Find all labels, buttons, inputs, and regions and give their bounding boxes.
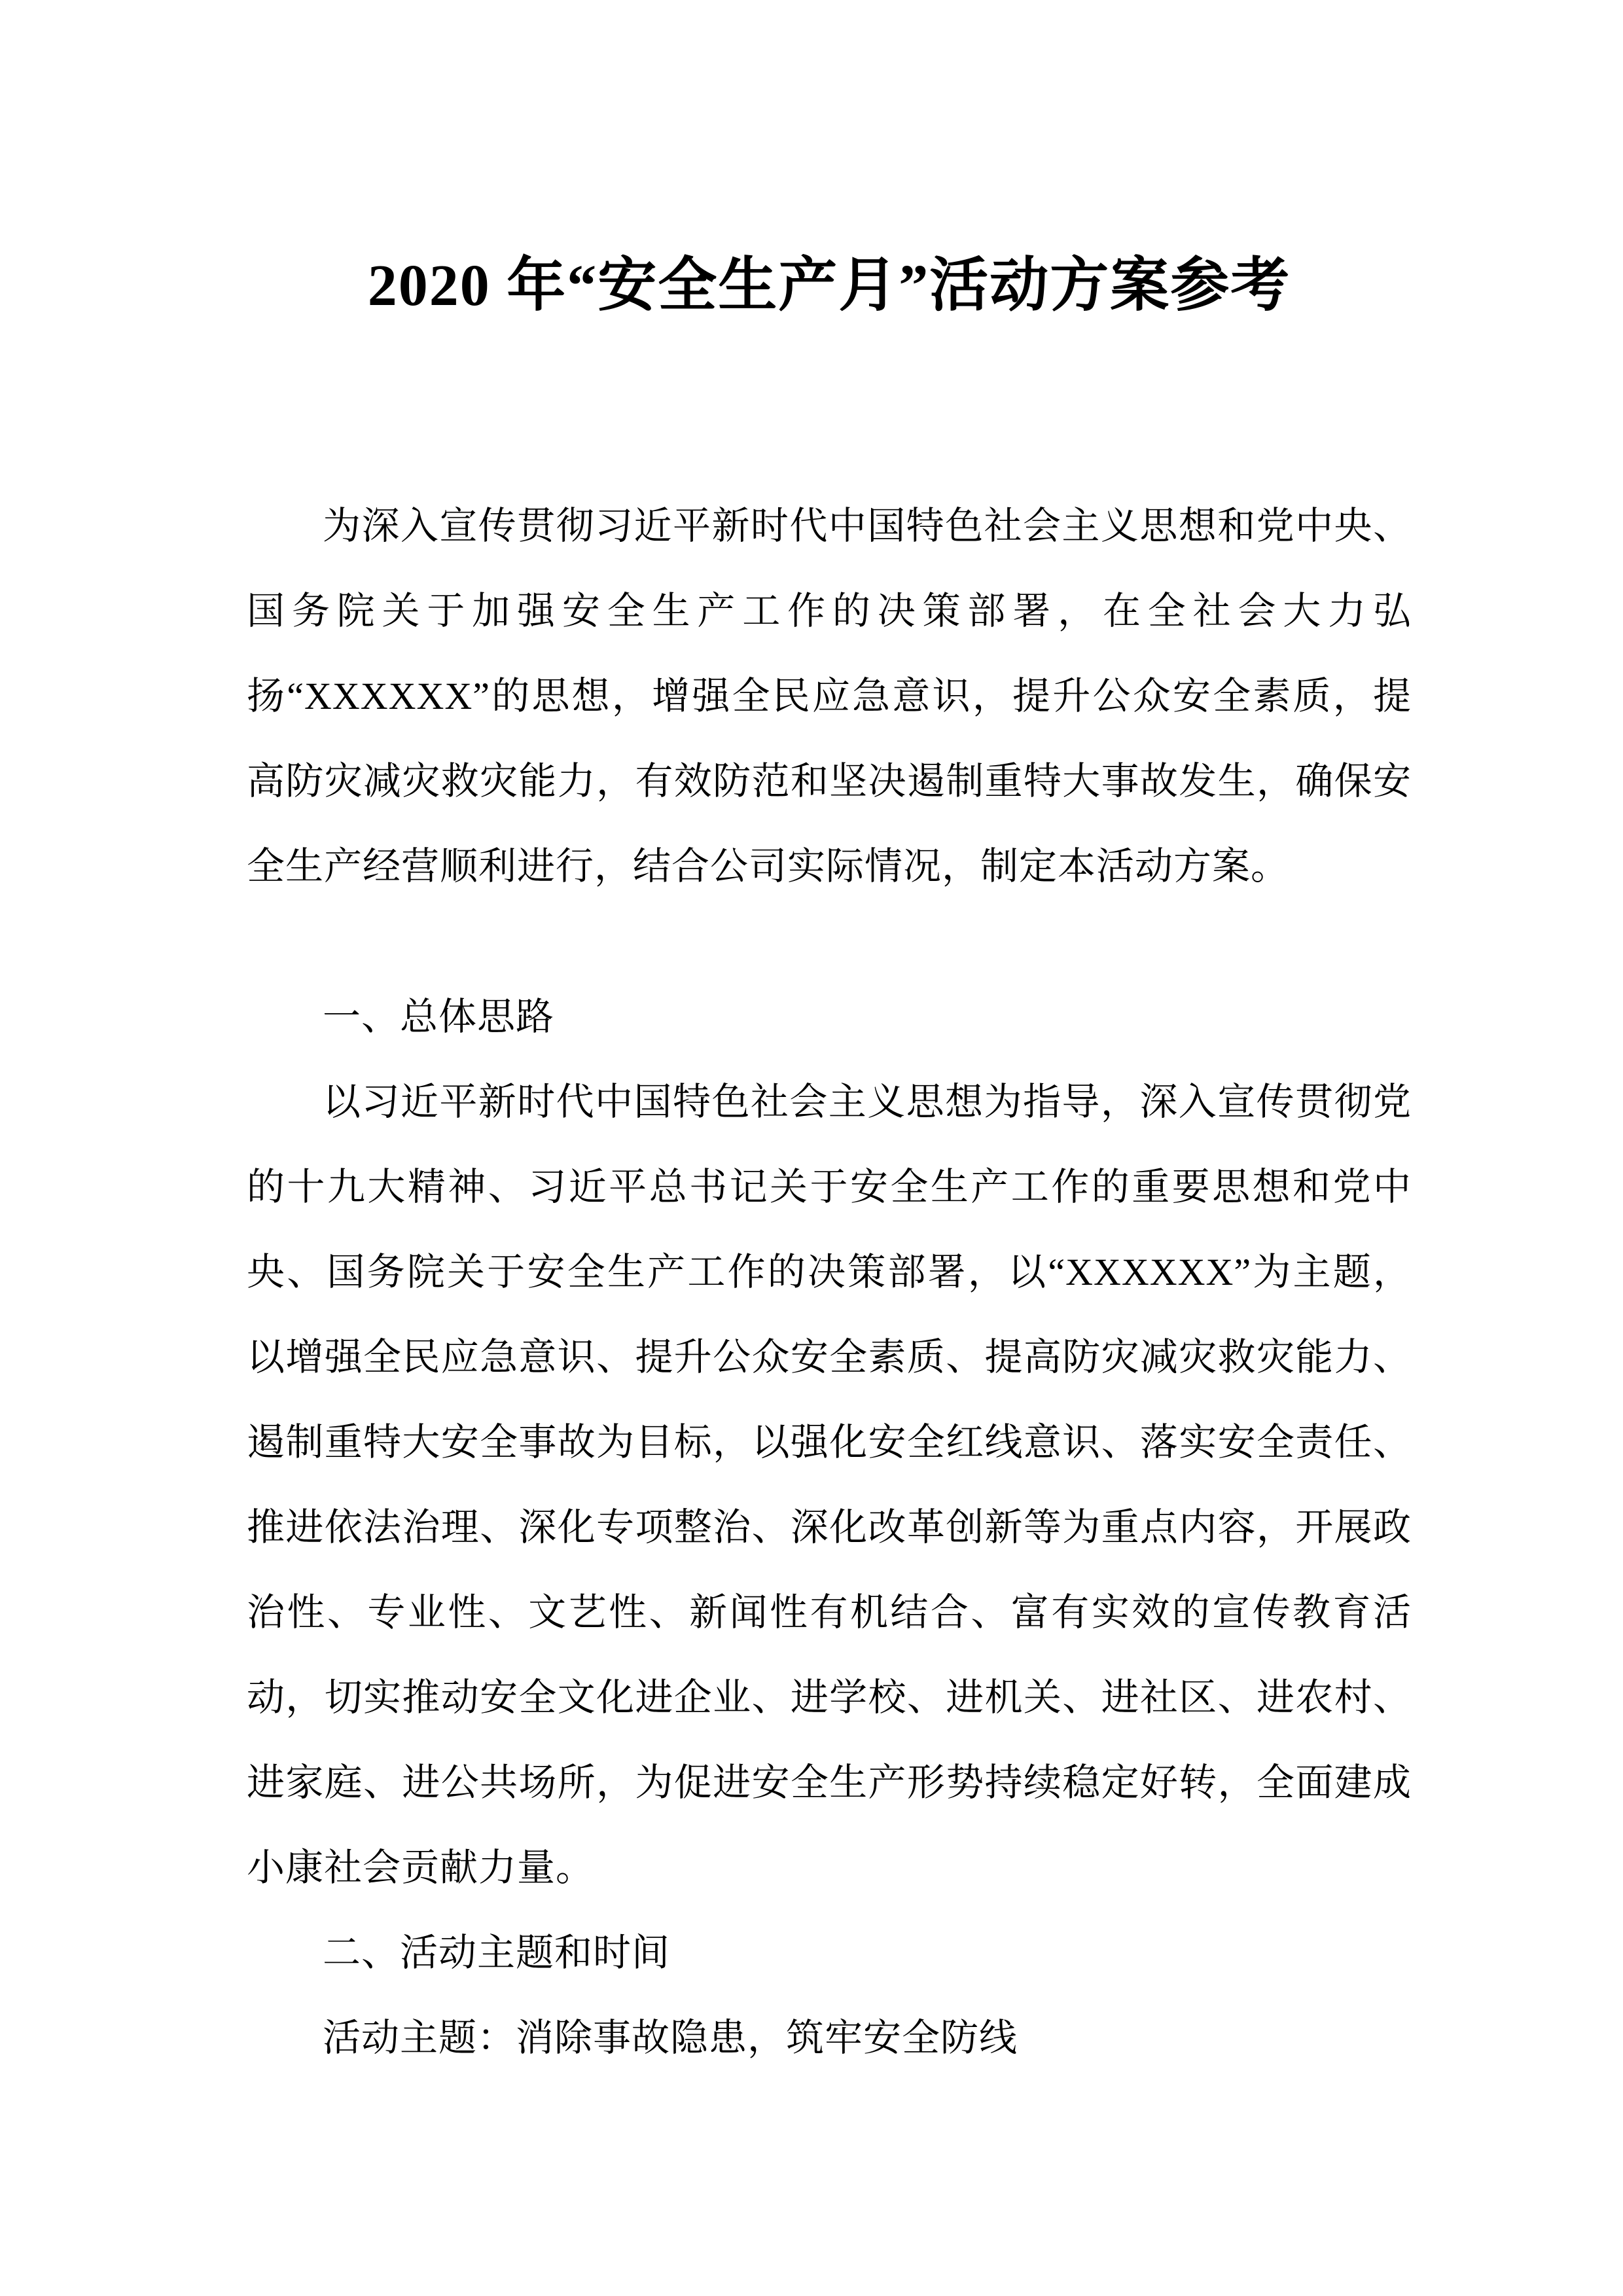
document-title: 2020 年“安全生产月”活动方案参考 xyxy=(367,253,1291,318)
blank-line xyxy=(247,909,1412,975)
section-heading: 二、活动主题和时间 xyxy=(323,1931,671,1974)
paragraph: 为深入宣传贯彻习近平新时代中国特色社会主义思想和党中央、国务院关于加强安全生产工作的决策部署，在全社会大力弘扬“XXXXXX”的思想，增强全民应急意识，提升公众安全素质，提高防灾减灾救灾能力，有效防范和坚决遏制重特大事故发生，确保安全生产经营顺利进行，结合公司实际情况，制定本活动方案。 xyxy=(247,504,1412,888)
section-heading: 一、总体思路 xyxy=(323,995,555,1038)
document-body xyxy=(247,484,1412,2081)
paragraph: 活动主题：消除事故隐患，筑牢安全防线 xyxy=(323,2016,1018,2059)
paragraph: 以习近平新时代中国特色社会主义思想为指导，深入宣传贯彻党的十九大精神、习近平总书记关于安全生产工作的重要思想和党中央、国务院关于安全生产工作的决策部署，以“XXXXXX”为主题，以增强全民应急意识、提升公众安全素质、提高防灾减灾救灾能力、遏制重特大安全事故为目标，以强化安全红线意识、落实安全责任、推进依法治理、深化专项整治、深化改革创新等为重点内容，开展政治性、专业性、文艺性、新闻性有机结合、富有实效的宣传教育活动，切实推动安全文化进企业、进学校、进机关、进社区、进农村、进家庭、进公共场所，为促进安全生产形势持续稳定好转，全面建成小康社会贡献力量。 xyxy=(247,1080,1412,1889)
